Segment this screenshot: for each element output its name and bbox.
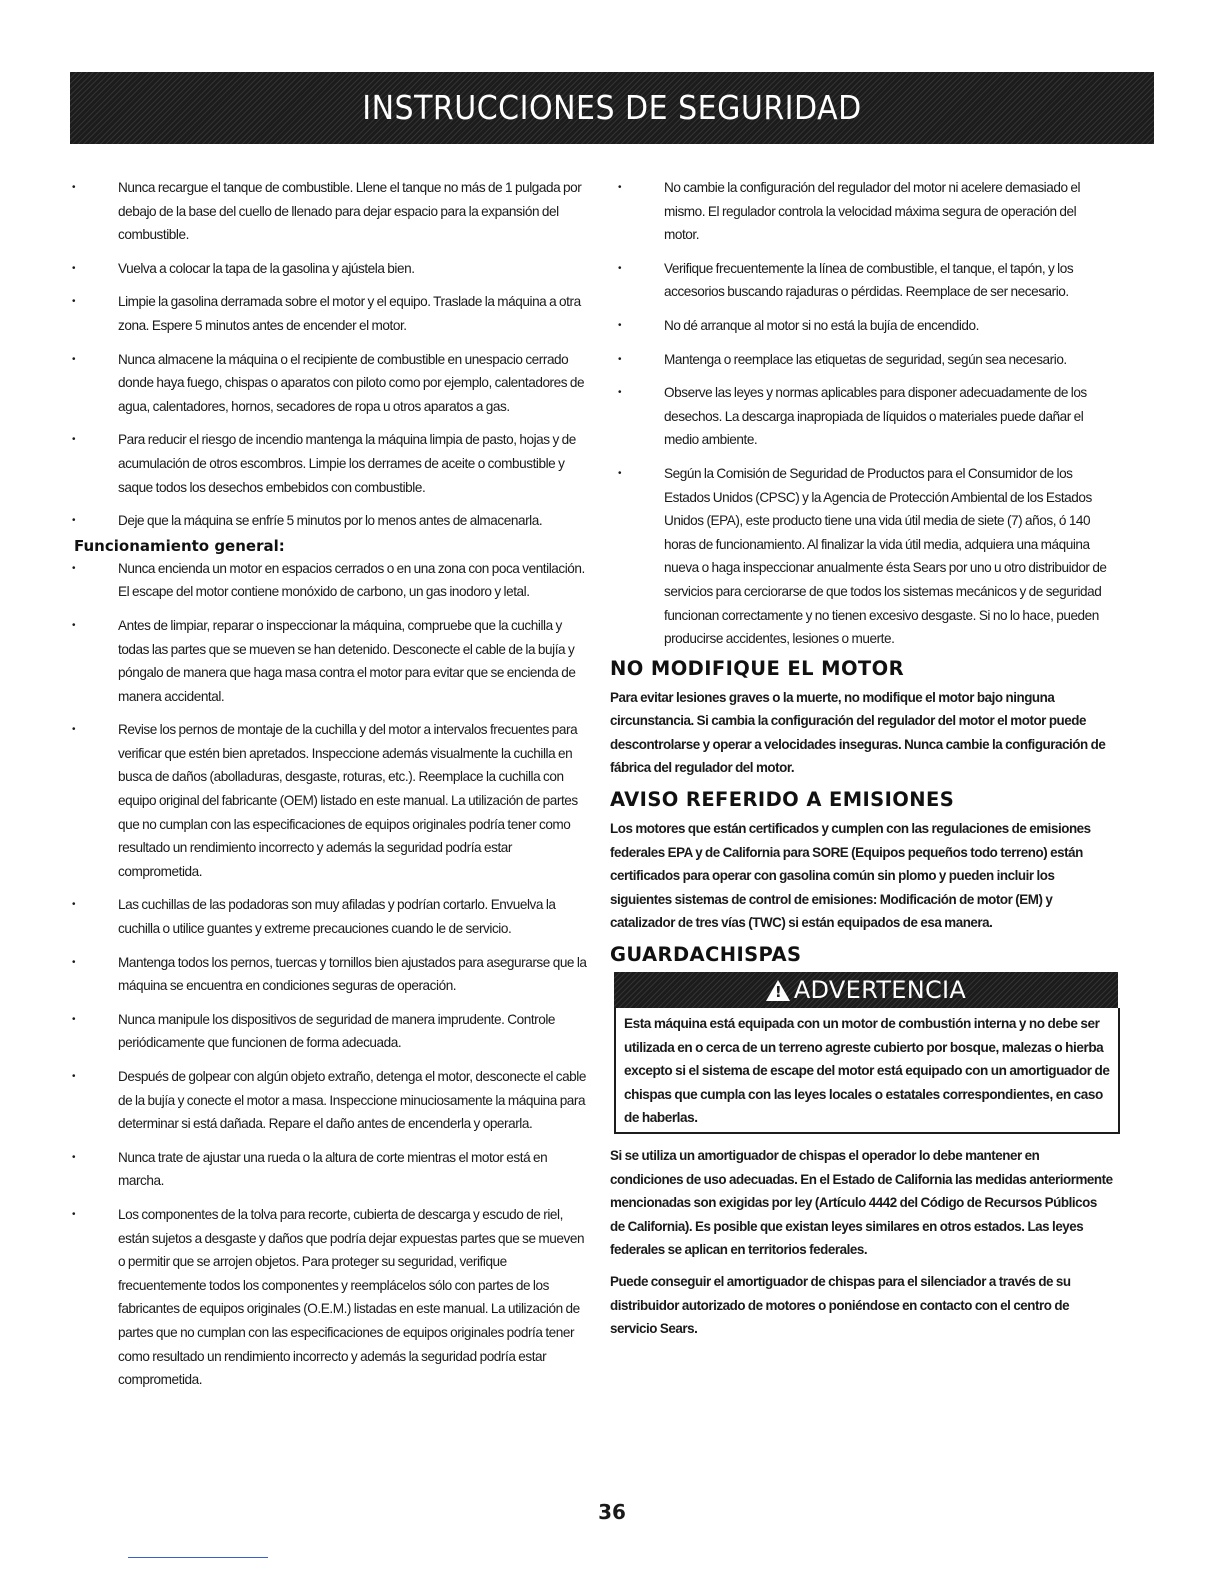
emissions-text: Los motores que están certificados y cumplen con las regulaciones de emisiones federales EPA y de California para SORE (Equipos pequeños todo terreno) están certificados para operar con gasolina común sin plomo y pueden incluir los siguientes sistemas de control de emisiones: Modificación de motor (EM) y catalizador de tres vías (TWC) si están equipados de esa manera. — [610, 821, 1091, 931]
spark-arrester-text-2: Puede conseguir el amortiguador de chispas para el silenciador a través de su distribuidor autorizado de motores o poniéndose en contacto con el centro de servicio Sears. — [610, 1273, 1071, 1337]
list-item: • Mantenga o reemplace las etiquetas de seguridad, según sea necesario. — [608, 348, 1114, 372]
warning-text: Esta máquina está equipada con un motor de combustión interna y no debe ser utilizada en o cerca de un terreno agreste cubierto por bosque, malezas o hierba excepto si el sistema de escape del motor está equipado con un amortiguador de chispas que cumpla con las leyes locales o estatales correspondientes, en caso de haberlas. — [624, 1016, 1110, 1126]
left-column — [62, 176, 590, 1402]
right-column — [608, 176, 1114, 1349]
list-item: • Revise los pernos de montaje de la cuchilla y del motor a intervalos frecuentes para verificar que estén bien apretados. Inspeccione además visualmente la cuchilla en busca de daños (abolladuras, desgaste, roturas, etc.). Reemplace la cuchilla con equipo original del fabricante (OEM) listado en este manual. La utilización de partes que no cumplan con las especificaciones de equipos originales podría tener como resultado un rendimiento incorrecto y además la seguridad podría estar comprometida. — [62, 718, 590, 883]
list-item: • Nunca almacene la máquina o el recipiente de combustible en unespacio cerrado donde haya fuego, chispas o aparatos con piloto como por ejemplo, calentadores de agua, calentadores, hornos, secadores de ropa u otros aparatos a gas. — [62, 348, 590, 419]
list-item: • Después de golpear con algún objeto extraño, detenga el motor, desconecte el cable de la bujía y conecte el motor a masa. Inspeccione minuciosamente la máquina para determinar si está dañada. Repare el daño antes de encenderla y operarla. — [62, 1065, 590, 1136]
general-operation-list — [62, 557, 590, 1392]
page-title: INSTRUCCIONES DE SEGURIDAD — [362, 88, 862, 128]
list-item: • No dé arranque al motor si no está la bujía de encendido. — [608, 314, 1114, 338]
title-banner — [70, 72, 1154, 144]
list-item: • Limpie la gasolina derramada sobre el motor y el equipo. Traslade la máquina a otra zona. Espere 5 minutos antes de encender el motor. — [62, 290, 590, 337]
list-item: • Mantenga todos los pernos, tuercas y tornillos bien ajustados para asegurarse que la máquina se encuentra en condiciones seguras de operación. — [62, 951, 590, 998]
list-item: • Nunca manipule los dispositivos de seguridad de manera imprudente. Controle periódicamente que funcionen de forma adecuada. — [62, 1008, 590, 1055]
list-item: • Verifique frecuentemente la línea de combustible, el tanque, el tapón, y los accesorios buscando rajaduras o pérdidas. Reemplace de ser necesario. — [608, 257, 1114, 304]
motor-heading: NO MODIFIQUE EL MOTOR — [610, 656, 905, 680]
list-item: • Antes de limpiar, reparar o inspeccionar la máquina, compruebe que la cuchilla y todas las partes que se mueven se han detenido. Desconecte el cable de la bujía y póngalo de manera que haga masa contra el motor para evitar que se encienda de manera accidental. — [62, 614, 590, 708]
fuel-safety-list — [62, 176, 590, 533]
motor-warning-text: Para evitar lesiones graves o la muerte, no modifique el motor bajo ninguna circunstancia. Si cambia la configuración del regulador del motor el motor puede descontrolarse y operar a velocidades inseguras. Nunca cambie la configuración de fábrica del regulador del motor. — [610, 689, 1106, 776]
list-item: • Los componentes de la tolva para recorte, cubierta de descarga y escudo de riel, están sujetos a desgaste y daños que podría dejar expuestas partes que se mueven o permitir que se arrojen objetos. Para proteger su seguridad, verifique frecuentemente todos los componentes y reemplácelos sólo con partes de los fabricantes de equipos originales (O.E.M.) listadas en este manual. La utilización de partes que no cumplan con las especificaciones de equipos originales podría tener como resultado un rendimiento incorrecto y además la seguridad podría estar comprometida. — [62, 1203, 590, 1392]
warning-banner — [614, 972, 1118, 1008]
list-item: • Nunca encienda un motor en espacios cerrados o en una zona con poca ventilación. El escape del motor contiene monóxido de carbono, un gas inodoro y letal. — [62, 557, 590, 604]
warning-box — [614, 1008, 1120, 1134]
list-item: • Para reducir el riesgo de incendio mantenga la máquina limpia de pasto, hojas y de acumulación de otros escombros. Limpie los derrames de aceite o combustible y saque todos los desechos embebidos con combustible. — [62, 428, 590, 499]
list-item: • Nunca recargue el tanque de combustible. Llene el tanque no más de 1 pulgada por debajo de la base del cuello de llenado para dejar espacio para la expansión del combustible. — [62, 176, 590, 247]
warning-triangle-icon — [766, 980, 790, 1001]
list-item: • No cambie la configuración del regulador del motor ni acelere demasiado el mismo. El regulador controla la velocidad máxima segura de operación del motor. — [608, 176, 1114, 247]
list-item: • Vuelva a colocar la tapa de la gasolina y ajústela bien. — [62, 257, 590, 281]
footer-divider — [128, 1557, 268, 1558]
list-item: • Deje que la máquina se enfríe 5 minutos por lo menos antes de almacenarla. — [62, 509, 590, 533]
general-operation-heading: Funcionamiento general: — [74, 536, 285, 555]
emissions-heading: AVISO REFERIDO A EMISIONES — [610, 788, 955, 812]
list-item: • Observe las leyes y normas aplicables para disponer adecuadamente de los desechos. La descarga inapropiada de líquidos o materiales puede dañar el medio ambiente. — [608, 381, 1114, 452]
list-item: • Las cuchillas de las podadoras son muy afiladas y podrían cortarlo. Envuelva la cuchilla o utilice guantes y extreme precauciones cuando le de servicio. — [62, 893, 590, 940]
spark-arrester-heading: GUARDACHISPAS — [610, 943, 802, 967]
page-number: 36 — [598, 1500, 626, 1524]
engine-safety-list — [608, 176, 1114, 651]
list-item: • Según la Comisión de Seguridad de Productos para el Consumidor de los Estados Unidos (CPSC) y la Agencia de Protección Ambiental de los Estados Unidos (EPA), este producto tiene una vida útil media de siete (7) años, ó 140 horas de funcionamiento. Al finalizar la vida útil media, adquiera una máquina nueva o haga inspeccionar anualmente ésta Sears por uno u otro distribuidor de servicios para cerciorarse de que todos los sistemas mecánicos y de seguridad funcionan correctamente y no tienen excesivo desgaste. Si no lo hace, pueden producirse accidentes, lesiones o muerte. — [608, 462, 1114, 651]
list-item: • Nunca trate de ajustar una rueda o la altura de corte mientras el motor está en marcha. — [62, 1146, 590, 1193]
spark-arrester-text-1: Si se utiliza un amortiguador de chispas el operador lo debe mantener en condiciones de uso adecuadas. En el Estado de California las medidas anteriormente mencionadas son exigidas por ley (Artículo 4442 del Código de Recursos Públicos de California). Es posible que existan leyes similares en otros estados. Las leyes federales se aplican en territorios federales. — [610, 1148, 1113, 1258]
warning-label: ADVERTENCIA — [793, 976, 967, 1005]
